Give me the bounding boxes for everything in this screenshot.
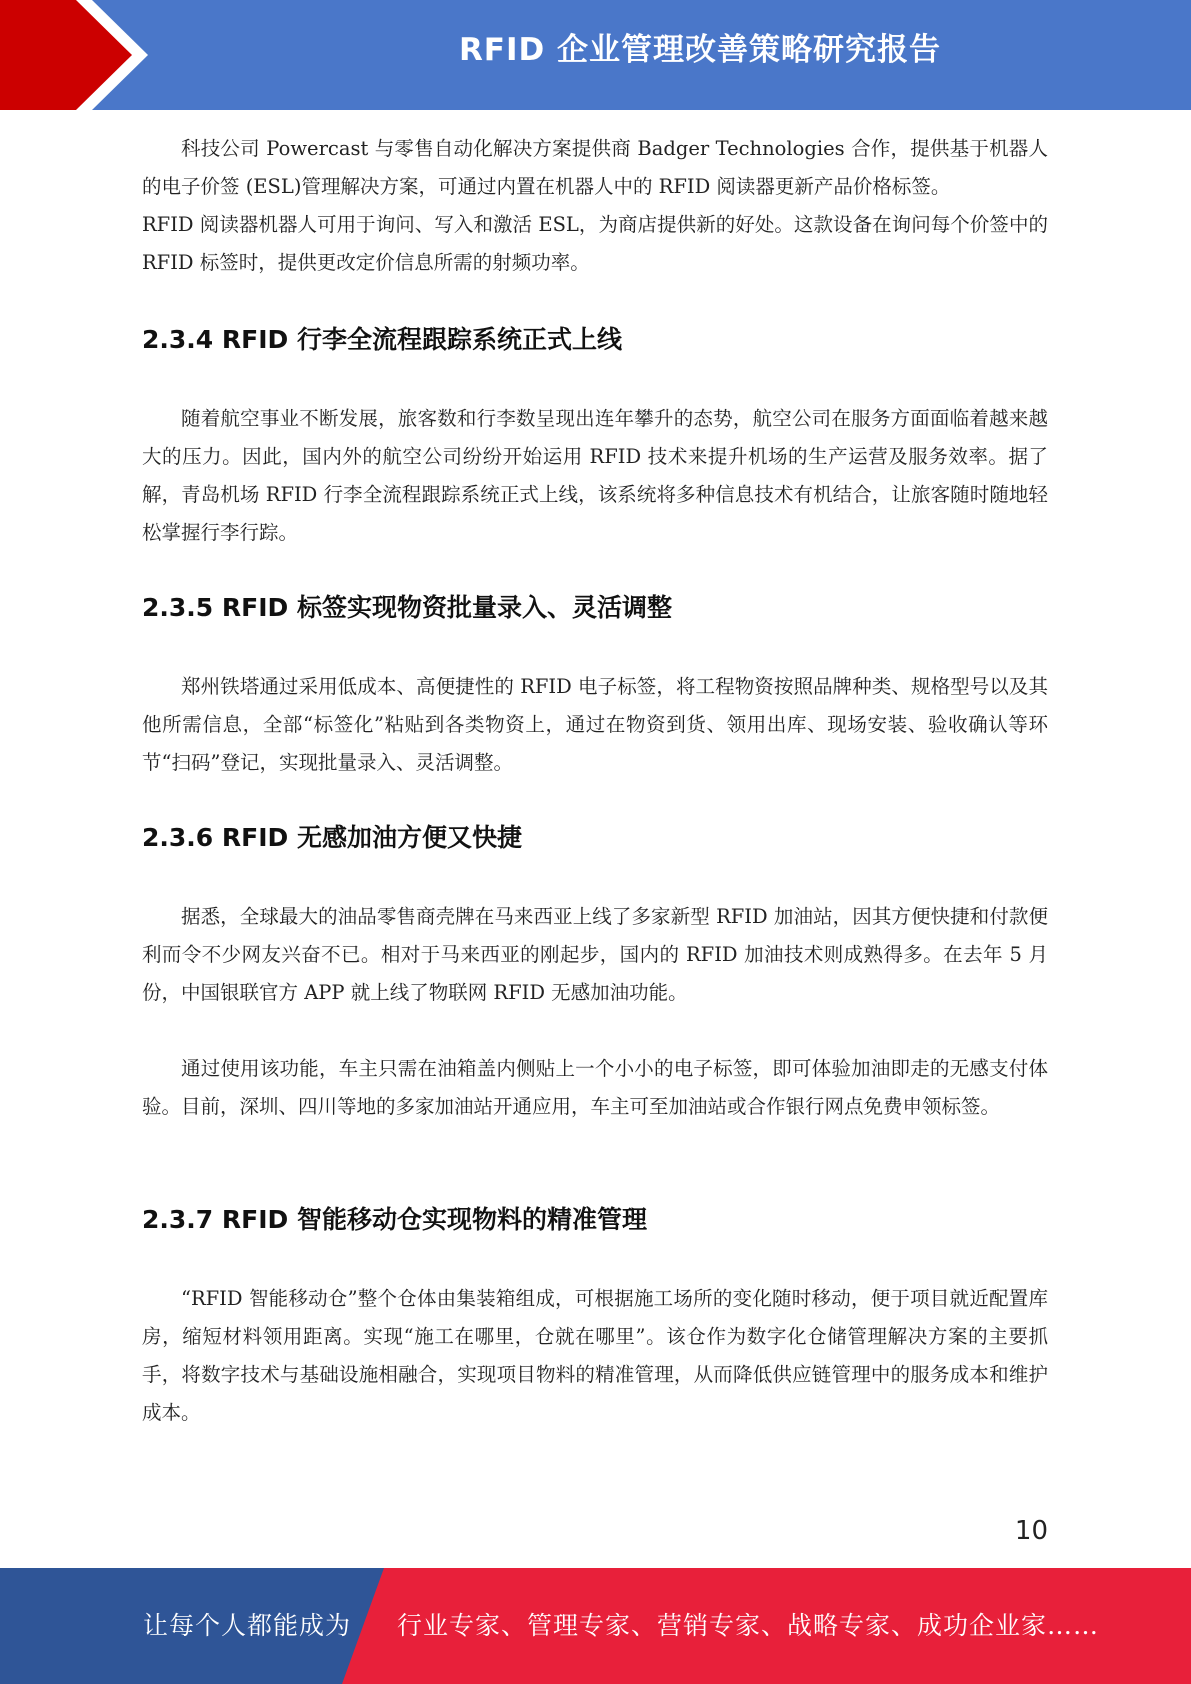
page-number: 10 (1014, 1516, 1048, 1546)
section-2-3-4-paragraph: 随着航空事业不断发展，旅客数和行李数呈现出连年攀升的态势，航空公司在服务方面面临着越来越大的压力。因此，国内外的航空公司纷纷开始运用 RFID 技术来提升机场的生产运营及服务效率。据了解，青岛机场 RFID 行李全流程跟踪系统正式上线，该系统将多种信息技术有机结合，让旅客随时随地轻松掌握行李行踪。 (142, 407, 1048, 544)
header-title: RFID 企业管理改善策略研究报告 (458, 32, 942, 68)
page-header (0, 0, 1191, 110)
section-heading-2-3-5: 2.3.5 RFID 标签实现物资批量录入、灵活调整 (142, 593, 672, 622)
intro-paragraph-2: RFID 阅读器机器人可用于询问、写入和激活 ESL，为商店提供新的好处。这款设备在询问每个价签中的 RFID 标签时，提供更改定价信息所需的射频功率。 (142, 213, 1048, 274)
section-2-3-6-paragraph-1: 据悉，全球最大的油品零售商壳牌在马来西亚上线了多家新型 RFID 加油站，因其方便快捷和付款便利而令不少网友兴奋不已。相对于马来西亚的刚起步，国内的 RFID 加油技术则成熟得多。在去年 5 月份，中国银联官方 APP 就上线了物联网 RFID 无感加油功能。 (142, 905, 1048, 1004)
section-2-3-5-paragraph: 郑州铁塔通过采用低成本、高便捷性的 RFID 电子标签，将工程物资按照品牌种类、规格型号以及其他所需信息，全部“标签化”粘贴到各类物资上，通过在物资到货、领用出库、现场安装、验收确认等环节“扫码”登记，实现批量录入、灵活调整。 (142, 675, 1048, 774)
footer-slogan-right: 行业专家、管理专家、营销专家、战略专家、成功企业家…… (397, 1611, 1100, 1640)
intro-paragraph-1: 科技公司 Powercast 与零售自动化解决方案提供商 Badger Technologies 合作，提供基于机器人的电子价签 (ESL)管理解决方案，可通过内置在机器人中的 RFID 阅读器更新产品价格标签。 (142, 137, 1048, 198)
section-2-3-6-paragraph-2: 通过使用该功能，车主只需在油箱盖内侧贴上一个小小的电子标签，即可体验加油即走的无感支付体验。目前，深圳、四川等地的多家加油站开通应用，车主可至加油站或合作银行网点免费申领标签。 (142, 1057, 1048, 1118)
section-heading-2-3-7: 2.3.7 RFID 智能移动仓实现物料的精准管理 (142, 1205, 647, 1234)
section-heading-2-3-6: 2.3.6 RFID 无感加油方便又快捷 (142, 823, 522, 852)
footer-slogan-left: 让每个人都能成为 (143, 1611, 352, 1640)
page-footer (0, 1568, 1191, 1684)
section-heading-2-3-4: 2.3.4 RFID 行李全流程跟踪系统正式上线 (142, 325, 622, 354)
section-2-3-7-paragraph: “RFID 智能移动仓”整个仓体由集装箱组成，可根据施工场所的变化随时移动，便于项目就近配置库房，缩短材料领用距离。实现“施工在哪里，仓就在哪里”。该仓作为数字化仓储管理解决方案的主要抓手，将数字技术与基础设施相融合，实现项目物料的精准管理，从而降低供应链管理中的服务成本和维护成本。 (142, 1287, 1048, 1424)
